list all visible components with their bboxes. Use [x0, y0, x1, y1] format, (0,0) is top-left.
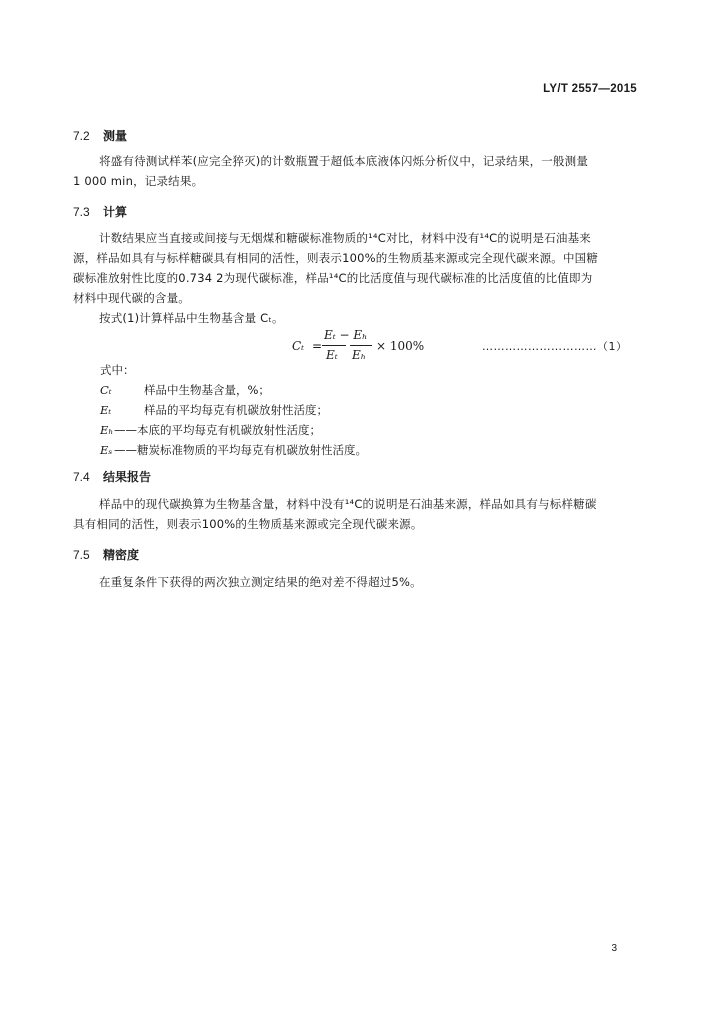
section-7-2-heading: [73, 127, 127, 144]
section-title: 结果报告: [103, 470, 152, 484]
definition-text: 样品的平均每克有机碳放射性活度；: [144, 403, 328, 417]
section-number: 7.5: [73, 548, 90, 562]
section-title: 计算: [103, 205, 128, 219]
text-line: 源，样品如具有与标样糖碳具有相同的活性，则表示100%的生物质基来源或完全现代碳来源。中国糖: [73, 251, 599, 265]
definition-item: [100, 400, 367, 420]
definition-symbol: Eₕ: [100, 423, 114, 437]
text-line: 将盛有待测试样苯(应完全猝灭)的计数瓶置于超低本底液体闪烁分析仪中，记录结果，一般测量: [99, 154, 589, 168]
definition-item: [100, 420, 367, 440]
definition-item: [100, 440, 367, 460]
formula-number: …………………………（1）: [482, 340, 628, 353]
section-title: 测量: [103, 129, 128, 143]
section-7-5-heading: [73, 546, 139, 563]
definition-symbol: Eₛ: [100, 443, 113, 457]
definition-symbol: Cₜ: [100, 383, 112, 397]
text-line: 1 000 min，记录结果。: [73, 174, 204, 188]
section-number: 7.2: [73, 129, 90, 143]
formula-lhs: Cₜ: [292, 339, 305, 353]
fraction-bar: [322, 345, 346, 346]
formula-numerator: Eₜ − Eₕ: [324, 328, 368, 342]
section-7-3-heading: [73, 203, 127, 220]
definition-item: [100, 380, 367, 400]
text-line: 具有相同的活性，则表示100%的生物质基来源或完全现代碳来源。: [73, 517, 423, 531]
definition-text: ——糖炭标准物质的平均每克有机碳放射性活度。: [114, 443, 367, 457]
section-number: 7.3: [73, 205, 90, 219]
definition-text: 样品中生物基含量，%；: [144, 383, 270, 397]
formula-times: × 100%: [376, 339, 425, 353]
text-line: 碳标准放射性比度的0.734 2为现代碳标准，样品¹⁴C的比活度值与现代碳标准的比活度值的比值即为: [73, 271, 593, 285]
fraction-bar: [350, 345, 372, 346]
definition-text: ——本底的平均每克有机碳放射性活度；: [114, 423, 321, 437]
section-number: 7.4: [73, 470, 90, 484]
formula-intro: 按式(1)计算样品中生物基含量 Cₜ。: [99, 311, 284, 325]
section-7-2-paragraph: [73, 151, 638, 191]
definitions-list: [100, 380, 367, 460]
section-7-4-paragraph: [73, 494, 638, 534]
text-line: 计数结果应当直接或间接与无烟煤和糖碳标准物质的¹⁴C对比，材料中没有¹⁴C的说明是石油基来: [99, 231, 591, 245]
text-line: 样品中的现代碳换算为生物基含量，材料中没有¹⁴C的说明是石油基来源，样品如具有与标样糖碳: [99, 497, 597, 511]
formula-denominator-b: Eₕ: [352, 348, 366, 362]
text-line: 材料中现代碳的含量。: [73, 291, 190, 305]
section-title: 精密度: [103, 548, 140, 562]
where-label: 式中：: [100, 363, 135, 377]
section-7-4-heading: [73, 468, 151, 485]
standard-code: LY/T 2557—2015: [543, 83, 637, 95]
section-7-5-paragraph: 在重复条件下获得的两次独立测定结果的绝对差不得超过5%。: [99, 575, 422, 589]
formula-equals: =: [312, 339, 323, 353]
formula-1: [292, 328, 462, 364]
page-number: 3: [611, 943, 617, 954]
formula-denominator-a: Eₜ: [326, 348, 338, 362]
definition-symbol: Eₜ: [100, 403, 112, 417]
section-7-3-paragraph: [73, 228, 638, 308]
